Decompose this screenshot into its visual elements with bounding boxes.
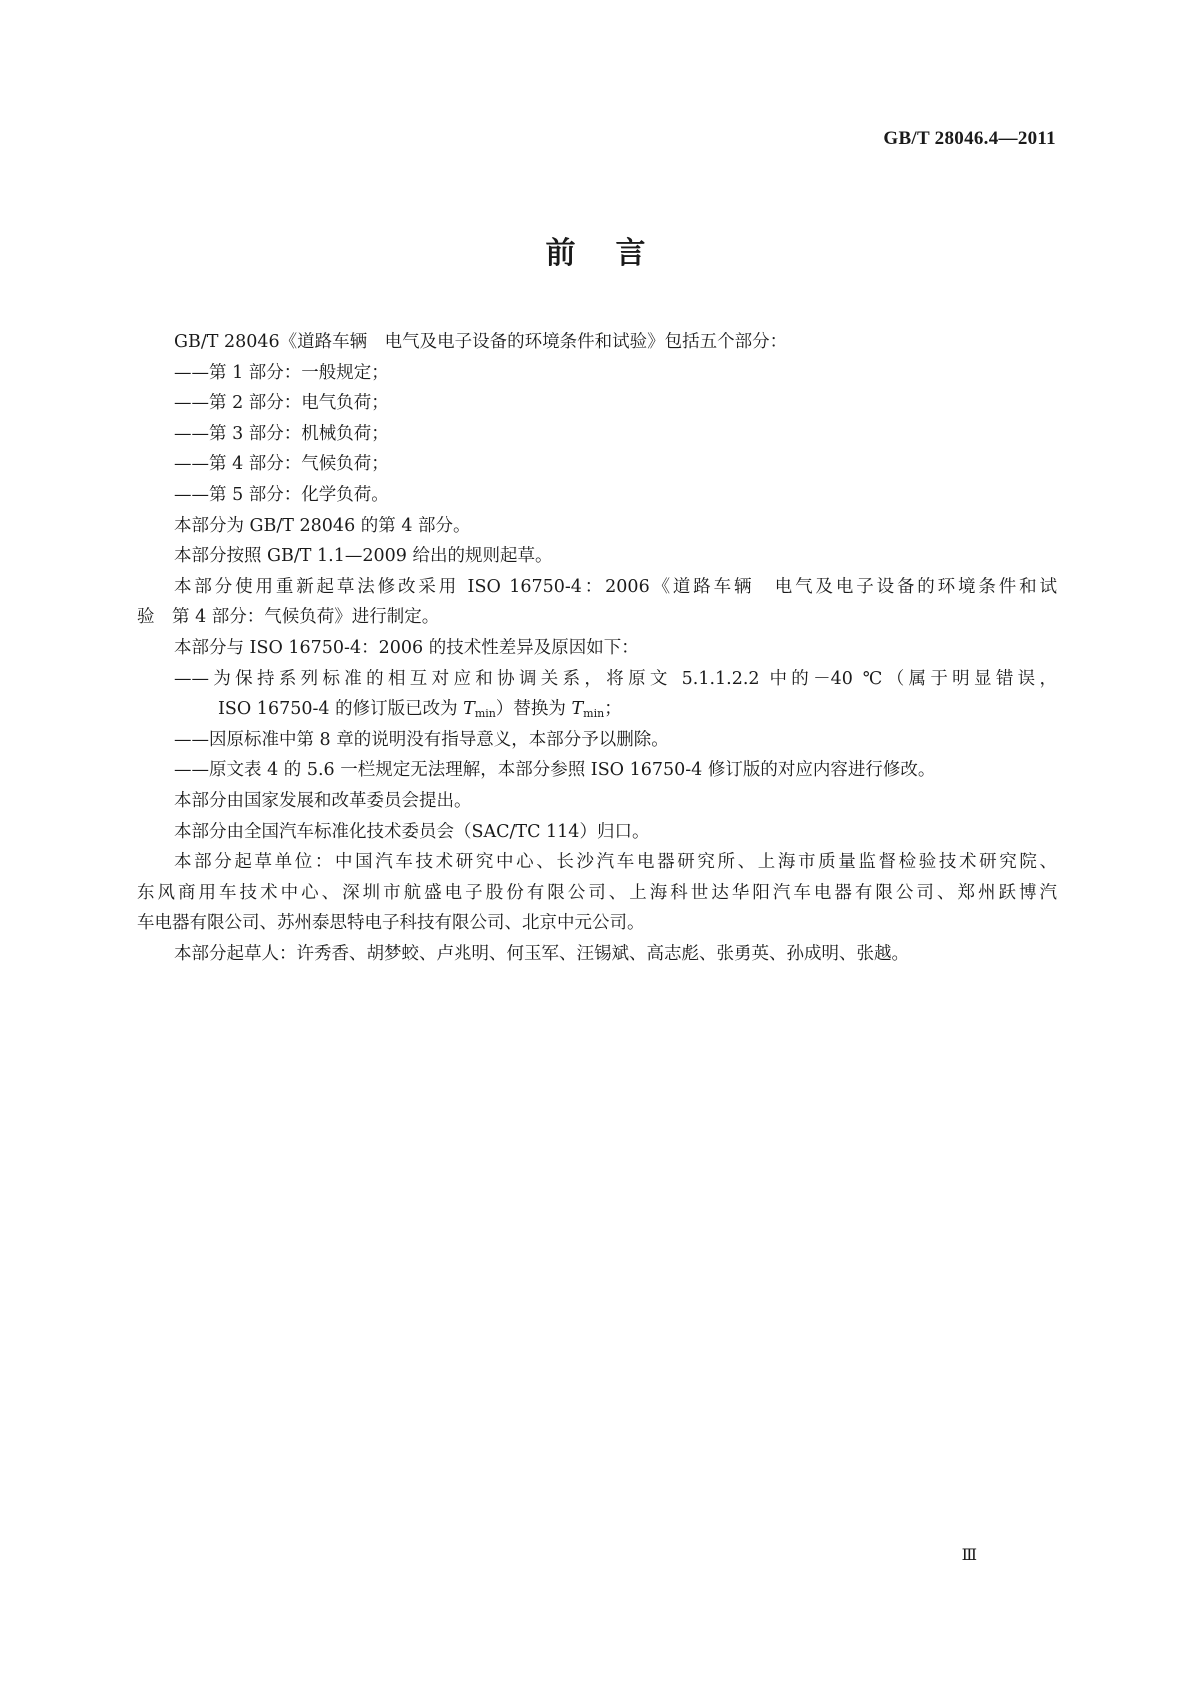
page-title: 前言 — [545, 236, 686, 271]
difference-item-2: ——因原标准中第 8 章的说明没有指导意义，本部分予以删除。 — [174, 729, 669, 750]
symbol-t-min-2: T — [571, 699, 584, 720]
diff1-suffix: ； — [604, 699, 622, 720]
symbol-t-min-1: T — [463, 699, 475, 720]
part-item-5: ——第 5 部分：化学负荷。 — [174, 484, 389, 505]
drafting-units-line1: 本部分起草单位：中国汽车技术研究中心、长沙汽车电器研究所、上海市质量监督检验技术研究院、 — [174, 852, 1057, 873]
diff1-prefix: ISO 16750-4 的修订版已改为 — [218, 699, 464, 720]
drafting-rules-paragraph: 本部分按照 GB/T 1.1—2009 给出的规则起草。 — [174, 546, 553, 567]
part-item-1: ——第 1 部分：一般规定； — [174, 362, 389, 383]
centralized-by-paragraph: 本部分由全国汽车标准化技术委员会（SAC/TC 114）归口。 — [174, 821, 650, 842]
drafters-paragraph: 本部分起草人：许秀香、胡梦蛟、卢兆明、何玉军、汪锡斌、高志彪、张勇英、孙成明、张越。 — [174, 943, 909, 964]
page-number: Ⅲ — [961, 1547, 977, 1564]
differences-intro: 本部分与 ISO 16750-4：2006 的技术性差异及原因如下： — [174, 637, 639, 658]
diff1-mid: ）替换为 — [495, 699, 572, 720]
this-part-paragraph: 本部分为 GB/T 28046 的第 4 部分。 — [174, 515, 471, 536]
standard-number: GB/T 28046.4—2011 — [883, 128, 1056, 149]
adoption-paragraph-line2: 验 第 4 部分：气候负荷》进行制定。 — [137, 607, 440, 628]
symbol-subscript-1: min — [474, 707, 496, 721]
drafting-units-line2: 东风商用车技术中心、深圳市航盛电子股份有限公司、上海科世达华阳汽车电器有限公司、郑州跃博汽 — [137, 882, 1057, 903]
proposed-by-paragraph: 本部分由国家发展和改革委员会提出。 — [174, 790, 472, 811]
part-item-2: ——第 2 部分：电气负荷； — [174, 393, 389, 414]
intro-paragraph: GB/T 28046《道路车辆 电气及电子设备的环境条件和试验》包括五个部分： — [174, 332, 788, 352]
part-item-3: ——第 3 部分：机械负荷； — [174, 423, 389, 444]
foreword-body — [137, 327, 1057, 969]
part-item-4: ——第 4 部分：气候负荷； — [174, 454, 389, 475]
difference-item-1-line2 — [137, 694, 1057, 725]
difference-item-1-line1: ——为保持系列标准的相互对应和协调关系，将原文 5.1.1.2.2 中的－40 ℃（属于明显错误， — [174, 668, 1057, 689]
difference-item-3: ——原文表 4 的 5.6 一栏规定无法理解，本部分参照 ISO 16750-4 修订版的对应内容进行修改。 — [174, 760, 936, 781]
symbol-subscript-2: min — [583, 707, 605, 721]
drafting-units-line3: 车电器有限公司、苏州泰思特电子科技有限公司、北京中元公司。 — [137, 913, 645, 934]
adoption-paragraph-line1: 本部分使用重新起草法修改采用 ISO 16750-4：2006《道路车辆 电气及电子设备的环境条件和试 — [174, 576, 1057, 597]
